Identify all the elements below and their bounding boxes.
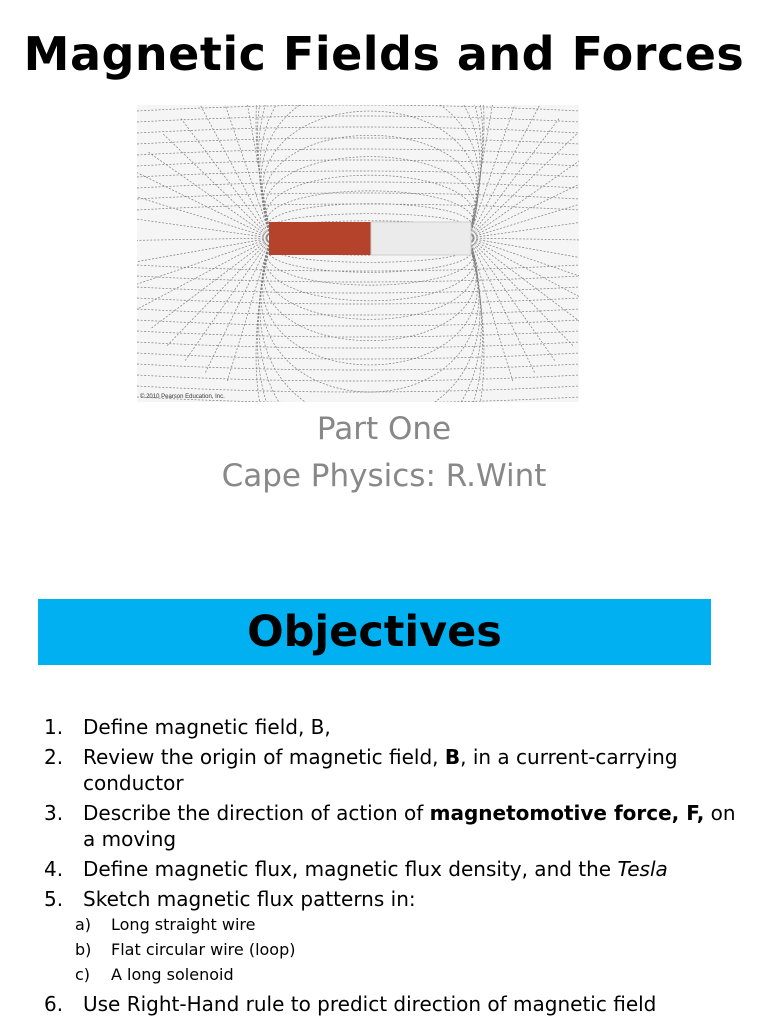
objectives-banner	[38, 599, 711, 665]
slide-title: Magnetic Fields and Forces	[23, 27, 745, 81]
objective-item: 5. Sketch magnetic flux patterns in:	[44, 887, 416, 911]
objectives-list	[40, 714, 740, 1021]
objective-subitem: b) Flat circular wire (loop)	[75, 940, 296, 959]
objective-item: 1. Define magnetic field, B,	[44, 715, 331, 739]
image-copyright: © 2010 Pearson Education, Inc.	[140, 394, 225, 400]
objective-item: 3. Describe the direction of action of magnetomotive force, F, on a moving	[44, 801, 736, 851]
objective-item: 6. Use Right-Hand rule to predict direction of magnetic field	[44, 992, 657, 1016]
objective-subitem: c) A long solenoid	[75, 965, 234, 984]
iron-filings-field-lines	[137, 105, 579, 402]
subtitle-part: Part One	[316, 411, 452, 447]
banner-title: Objectives	[247, 607, 502, 657]
magnet-north-pole	[269, 222, 371, 255]
objectives-slide	[0, 580, 768, 1024]
bar-magnet-image	[137, 105, 579, 402]
objective-subitem: a) Long straight wire	[75, 915, 256, 934]
magnet-south-pole	[371, 222, 471, 255]
objective-item: 4. Define magnetic flux, magnetic flux density, and the Tesla	[44, 857, 668, 881]
subtitle-author: Cape Physics: R.Wint	[221, 458, 547, 494]
objective-item: 2. Review the origin of magnetic field, B, in a current-carrying conductor	[44, 745, 678, 795]
